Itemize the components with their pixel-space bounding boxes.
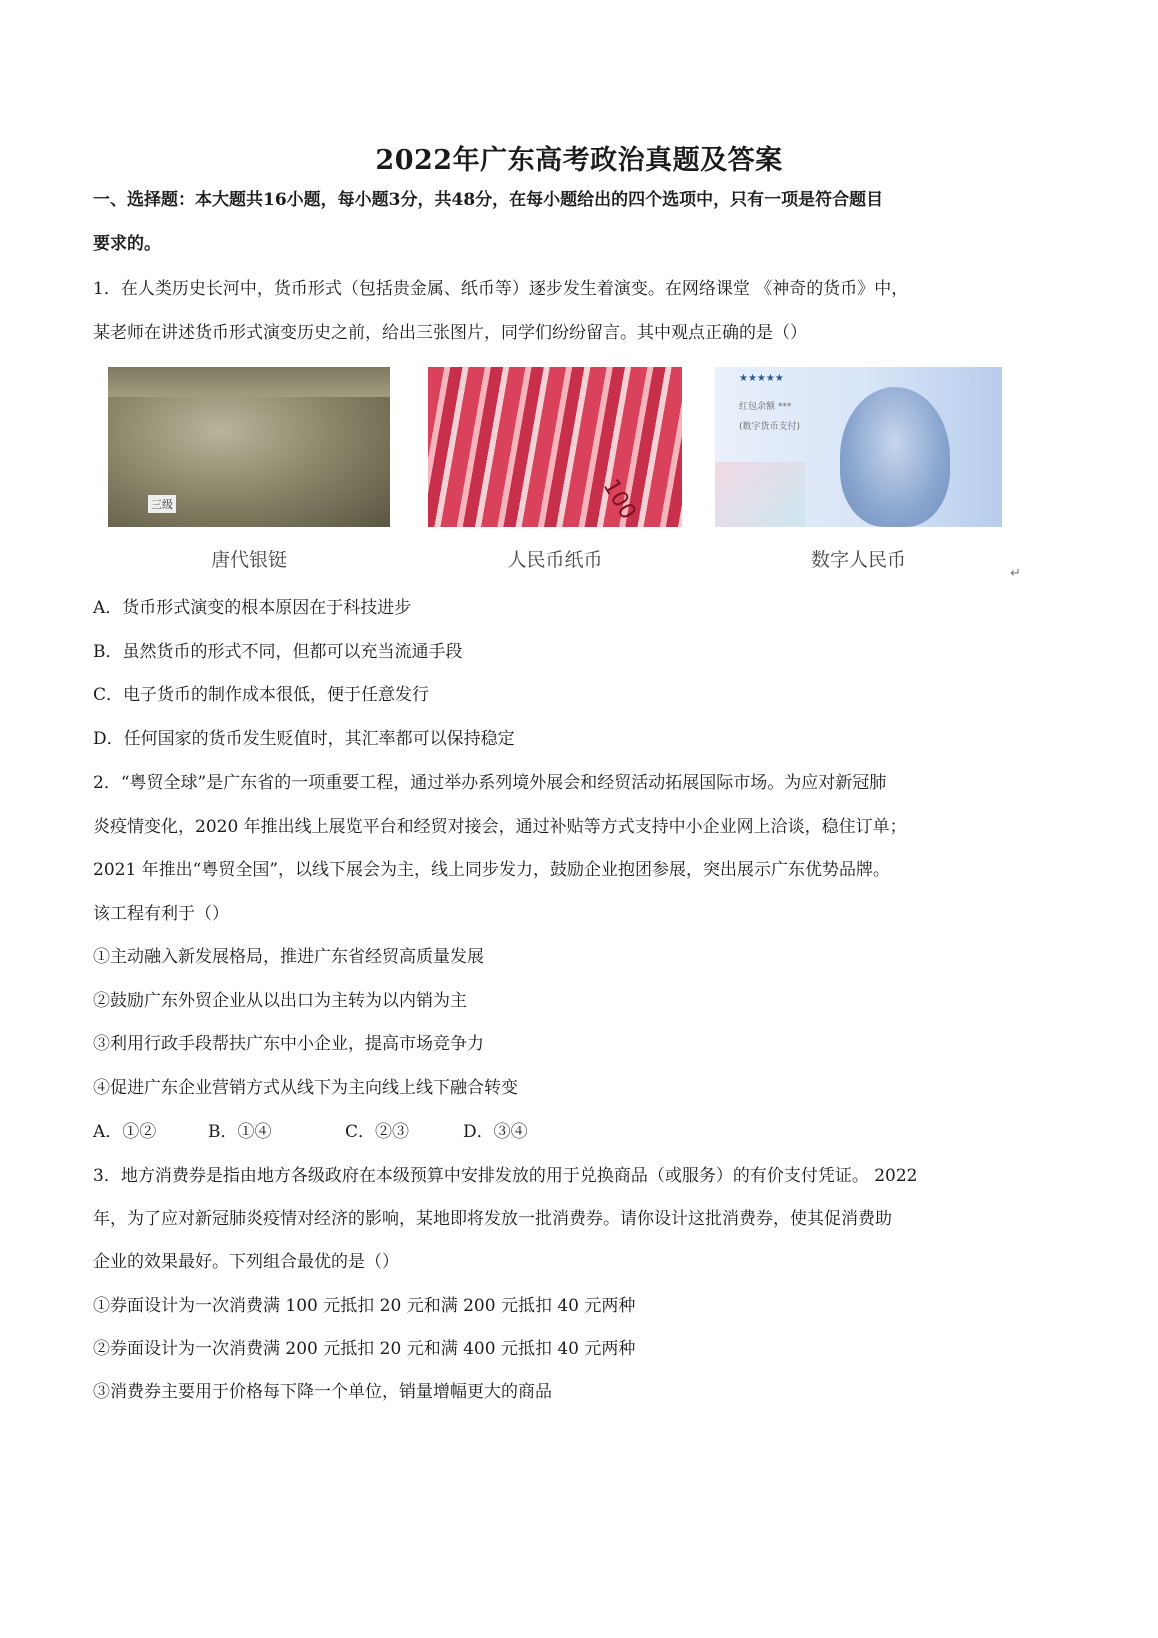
banknote-denomination: 100 (597, 475, 641, 524)
q2-option-c: C．②③ (345, 1122, 410, 1142)
q1-stem-line1: 1．在人类历史长河中，货币形式（包括贵金属、纸币等）逐步发生着演变。在网络课堂 《神奇的货币》中， (93, 279, 909, 299)
q2-stem-line3: 2021 年推出“粤贸全国”，以线下展会为主，线上同步发力，鼓励企业抱团参展，突出展示广东优势品牌。 (93, 860, 891, 880)
return-arrow-icon: ↵ (1010, 566, 1021, 581)
q2-stem-line1: 2．“粤贸全球”是广东省的一项重要工程，通过举办系列境外展会和经贸活动拓展国际市场。为应对新冠肺 (93, 773, 887, 793)
caption-tang-silver: 唐代银铤 (210, 549, 287, 571)
ingot-tag: 三级 (148, 495, 176, 513)
digital-rmb-stars: ★★★★★ (739, 373, 784, 384)
q1-option-b: B．虽然货币的形式不同，但都可以充当流通手段 (93, 642, 463, 662)
q1-option-c: C．电子货币的制作成本很低，便于任意发行 (93, 685, 430, 705)
q2-item-1: ①主动融入新发展格局，推进广东省经贸高质量发展 (93, 947, 484, 967)
tang-silver-ingot-image (108, 367, 390, 527)
q1-stem-line2: 某老师在讲述货币形式演变历史之前，给出三张图片，同学们纷纷留言。其中观点正确的是（） (93, 323, 807, 343)
q2-option-a: A．①② (93, 1122, 157, 1142)
rmb-banknotes-image (428, 367, 682, 527)
q2-item-4: ④促进广东企业营销方式从线下为主向线上线下融合转变 (93, 1078, 518, 1098)
digital-rmb-image (715, 367, 1002, 527)
section-heading-line2: 要求的。 (93, 234, 161, 254)
section-heading-line1: 一、选择题：本大题共16小题，每小题3分，共48分，在每小题给出的四个选项中，只有一项是符合题目 (93, 190, 884, 210)
q3-stem-line3: 企业的效果最好。下列组合最优的是（） (93, 1252, 399, 1272)
digital-rmb-balance-text: 红包余额 *** (739, 402, 792, 412)
digital-rmb-pay-text: (数字货币支付) (739, 422, 801, 432)
caption-rmb-notes: 人民币纸币 (507, 549, 603, 571)
q2-options (93, 1120, 1078, 1144)
q1-option-d: D．任何国家的货币发生贬值时，其汇率都可以保持稳定 (93, 729, 515, 749)
decor-pattern (715, 462, 805, 527)
q3-item-3: ③消费券主要用于价格每下降一个单位，销量增幅更大的商品 (93, 1382, 552, 1402)
q2-item-2: ②鼓励广东外贸企业从以出口为主转为以内销为主 (93, 991, 467, 1011)
q3-stem-line1: 3．地方消费券是指由地方各级政府在本级预算中安排发放的用于兑换商品（或服务）的有价支付凭证。 2022 (93, 1166, 918, 1186)
q1-option-a: A．货币形式演变的根本原因在于科技进步 (93, 598, 412, 618)
q3-item-1: ①券面设计为一次消费满 100 元抵扣 20 元和满 200 元抵扣 40 元两种 (93, 1296, 636, 1316)
q3-item-2: ②券面设计为一次消费满 200 元抵扣 20 元和满 400 元抵扣 40 元两种 (93, 1339, 636, 1359)
q2-option-d: D．③④ (463, 1122, 528, 1142)
caption-digital-rmb: 数字人民币 (810, 549, 906, 571)
q3-stem-line2: 年，为了应对新冠肺炎疫情对经济的影响，某地即将发放一批消费券。请你设计这批消费券，使其促消费助 (93, 1209, 892, 1229)
page-title: 2022年广东高考政治真题及答案 (375, 145, 783, 176)
q2-stem-line2: 炎疫情变化，2020 年推出线上展览平台和经贸对接会，通过补贴等方式支持中小企业网上洽谈，稳住订单； (93, 817, 907, 837)
portrait-shape (840, 387, 950, 527)
q2-option-b: B．①④ (208, 1122, 272, 1142)
q2-stem-line4: 该工程有利于（） (93, 904, 229, 924)
q2-item-3: ③利用行政手段帮扶广东中小企业，提高市场竞争力 (93, 1034, 484, 1054)
